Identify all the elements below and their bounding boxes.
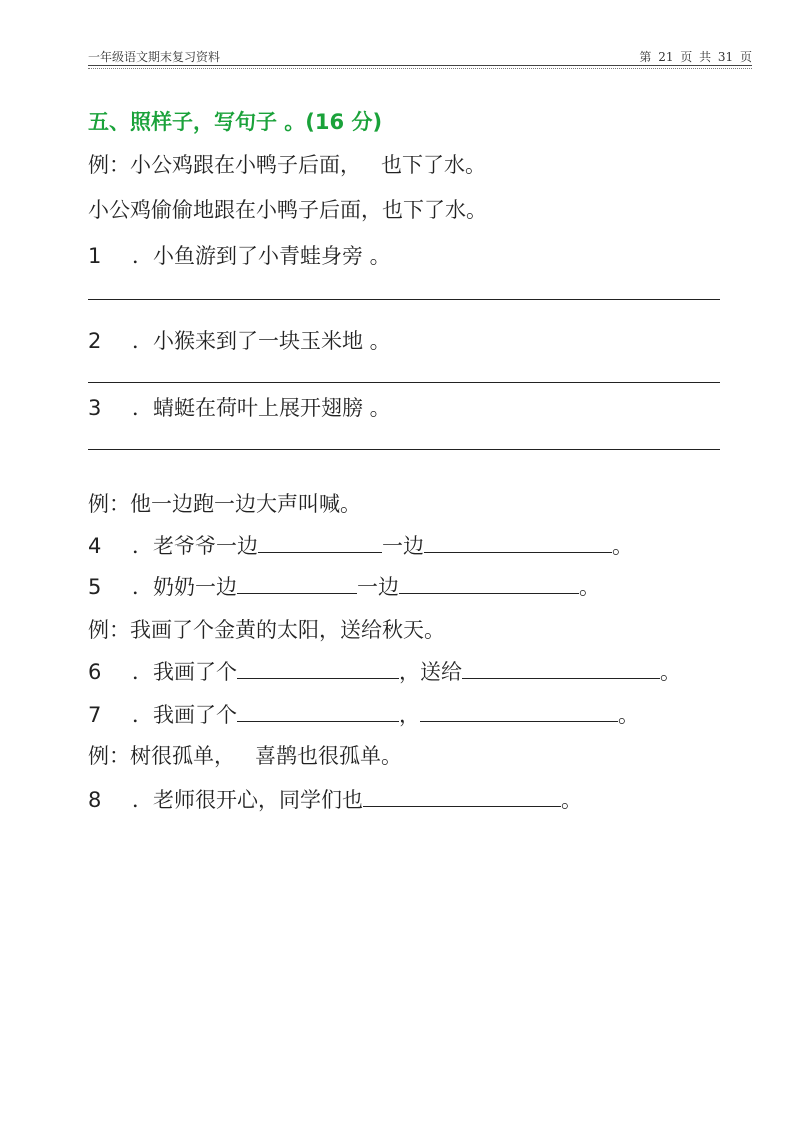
question-text: ．奶奶一边 xyxy=(132,575,237,599)
question-1 xyxy=(88,242,391,270)
question-5 xyxy=(88,573,600,601)
question-text: ．我画了个 xyxy=(132,660,237,684)
fill-blank[interactable] xyxy=(258,532,382,553)
fill-blank[interactable] xyxy=(420,701,618,722)
example-3: 例：我画了个金黄的太阳，送给秋天。 xyxy=(88,618,445,642)
fill-blank[interactable] xyxy=(237,701,399,722)
question-3 xyxy=(88,394,391,422)
example-4: 例：树很孤单， 喜鹊也很孤单。 xyxy=(88,744,403,768)
question-6 xyxy=(88,658,681,686)
question-number: 8 xyxy=(88,788,102,812)
question-4 xyxy=(88,532,633,560)
fill-blank[interactable] xyxy=(237,658,399,679)
question-number: 3 xyxy=(88,396,102,420)
answer-line-1[interactable] xyxy=(88,299,720,300)
question-text: ．老师很开心，同学们也 xyxy=(132,788,363,812)
question-text: 一边 xyxy=(357,575,399,599)
section-title: 五、照样子，写句子 。(16 分) xyxy=(88,110,383,134)
fill-blank[interactable] xyxy=(462,658,660,679)
question-number: 4 xyxy=(88,534,102,558)
answer-line-2[interactable] xyxy=(88,382,720,383)
question-number: 7 xyxy=(88,703,102,727)
page-header xyxy=(88,48,752,66)
question-number: 1 xyxy=(88,244,102,268)
question-7 xyxy=(88,701,639,729)
question-text: ，送给 xyxy=(399,660,462,684)
question-number: 2 xyxy=(88,329,102,353)
question-text: ．老爷爷一边 xyxy=(132,534,258,558)
example-2: 例：他一边跑一边大声叫喊。 xyxy=(88,492,361,516)
question-2 xyxy=(88,327,391,355)
header-divider xyxy=(88,65,752,66)
example-1-line-1: 例：小公鸡跟在小鸭子后面， 也下了水。 xyxy=(88,153,487,177)
fill-blank[interactable] xyxy=(424,532,612,553)
question-text: 。 xyxy=(579,575,600,599)
fill-blank[interactable] xyxy=(399,573,579,594)
fill-blank[interactable] xyxy=(237,573,357,594)
question-text: ．我画了个 xyxy=(132,703,237,727)
example-1-line-2: 小公鸡偷偷地跟在小鸭子后面，也下了水。 xyxy=(88,198,487,222)
question-text: 。 xyxy=(612,534,633,558)
question-text: ， xyxy=(399,703,420,727)
header-page-number: 第 21 页 共 31 页 xyxy=(639,50,752,64)
question-text: ．蜻蜓在荷叶上展开翅膀 。 xyxy=(132,396,391,420)
question-8 xyxy=(88,786,582,814)
question-text: 一边 xyxy=(382,534,424,558)
question-text: ．小猴来到了一块玉米地 。 xyxy=(132,329,391,353)
question-text: 。 xyxy=(618,703,639,727)
question-text: 。 xyxy=(561,788,582,812)
answer-line-3[interactable] xyxy=(88,449,720,450)
question-text: ．小鱼游到了小青蛙身旁 。 xyxy=(132,244,391,268)
question-number: 6 xyxy=(88,660,102,684)
question-number: 5 xyxy=(88,575,102,599)
header-divider-dotted xyxy=(88,68,752,69)
header-document-title: 一年级语文期末复习资料 xyxy=(88,50,221,64)
fill-blank[interactable] xyxy=(363,786,561,807)
question-text: 。 xyxy=(660,660,681,684)
